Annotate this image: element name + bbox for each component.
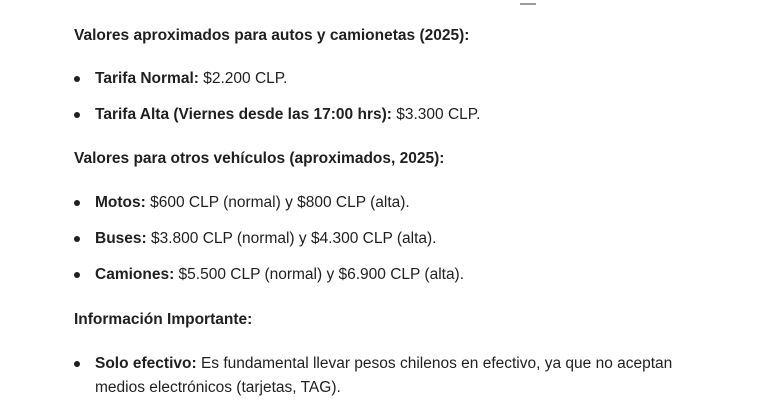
item-label: Tarifa Alta (Viernes desde las 17:00 hrs):	[95, 106, 392, 123]
section-heading-informacion-importante: Información Importante:	[74, 311, 253, 328]
item-text: $3.800 CLP (normal) y $4.300 CLP (alta).	[146, 230, 437, 247]
list-item-solo-efectivo	[74, 352, 714, 400]
bullet-icon	[74, 76, 80, 82]
item-label: Solo efectivo:	[95, 355, 197, 372]
item-text: $3.300 CLP.	[391, 106, 481, 123]
item-label: Buses:	[95, 230, 147, 247]
bullet-icon	[74, 361, 80, 367]
item-text: $2.200 CLP.	[198, 70, 288, 87]
item-label: Motos:	[95, 194, 146, 211]
list-item-buses	[74, 227, 724, 251]
item-text: $600 CLP (normal) y $800 CLP (alta).	[145, 194, 410, 211]
item-label: Camiones:	[95, 266, 175, 283]
bullet-icon	[74, 112, 80, 118]
cropped-icon-fragment	[520, 0, 536, 5]
item-label: Tarifa Normal:	[95, 70, 199, 87]
bullet-icon	[74, 200, 80, 206]
bullet-icon	[74, 236, 80, 242]
list-item-tarifa-alta	[74, 103, 724, 127]
section-heading-autos: Valores aproximados para autos y camionetas (2025):	[74, 27, 470, 44]
list-item-motos	[74, 191, 724, 215]
section-heading-otros-vehiculos: Valores para otros vehículos (aproximados, 2025):	[74, 150, 445, 167]
item-text: $5.500 CLP (normal) y $6.900 CLP (alta).	[174, 266, 465, 283]
item-text: Es fundamental llevar pesos chilenos en efectivo, ya que no aceptan medios electrónicos (tarjetas, TAG).	[95, 355, 673, 396]
list-item-camiones	[74, 263, 724, 287]
bullet-icon	[74, 272, 80, 278]
list-item-tarifa-normal	[74, 67, 724, 91]
